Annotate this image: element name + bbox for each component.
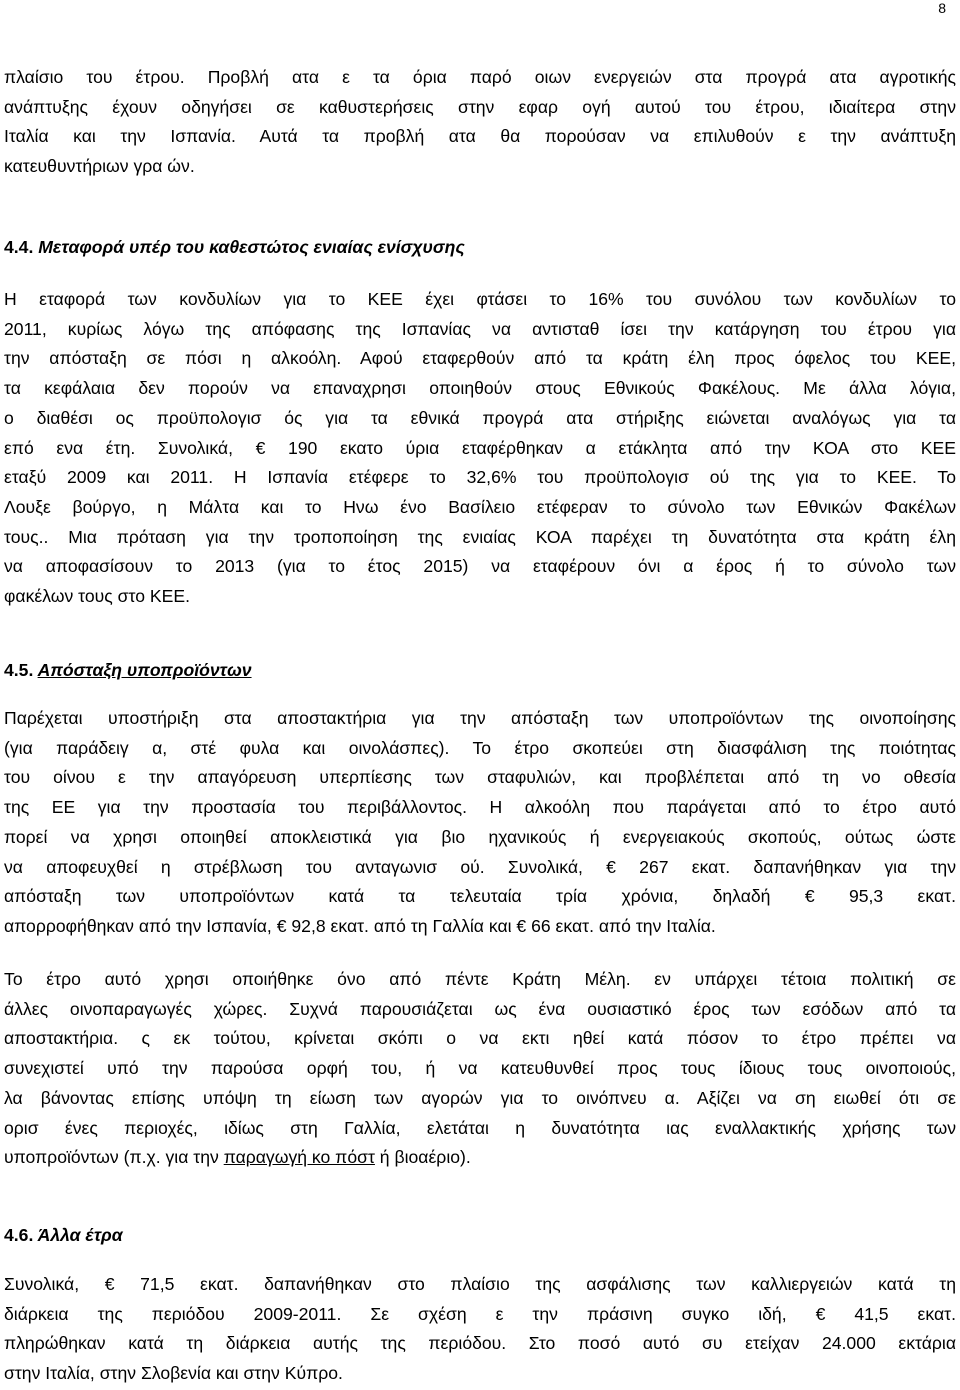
text-line: άλλες οινοπαραγωγές χώρες. Συχνά παρουσιάζεται ως ένα ουσιαστικό έρος των εσόδων από τα xyxy=(4,998,956,1019)
text-line: στην Ιταλία, στην Σλοβενία και στην Κύπρο. xyxy=(4,1363,343,1384)
text-line: επό ενα έτη. Συνολικά, € 190 εκατο ύρια εταφέρθηκαν α ετάκλητα από την ΚΟΑ στο ΚΕΕ xyxy=(4,437,956,458)
text-line: αποστακτήρια. ς εκ τούτου, κρίνεται σκόπι ο να εκτι ηθεί κατά πόσον το έτρο πρέπει να xyxy=(4,1028,956,1049)
text-line: ορισ ένες περιοχές, ιδίως στη Γαλλία, ελετάται η δυνατότητα ιας εναλλακτικής χρήσης των xyxy=(4,1117,956,1138)
text-line: την απόσταξη σε πόσι η αλκοόλη. Αφού εταφερθούν από τα κράτη έλη προς όφελος του ΚΕΕ, xyxy=(4,348,956,369)
text-line: του οίνου ε την απαγόρευση υπερπίεσης των σταφυλιών, και προβλέπεται από τη νο οθεσία xyxy=(4,767,956,788)
text-line: Λουξε βούργο, η Μάλτα και το Ηνω ένο Βασίλειο ετέφεραν το σύνολο των Εθνικών Φακέλων xyxy=(4,496,956,517)
text-line: πληρώθηκαν κατά τη διάρκεια αυτής της περιόδου. Στο ποσό αυτό συ ετείχαν 24.000 εκτάρια xyxy=(4,1333,956,1354)
text-line: να αποφευχθεί η στρέβλωση του ανταγωνισ ού. Συνολικά, € 267 εκατ. δαπανήθηκαν για την xyxy=(4,856,956,877)
paragraph-5 xyxy=(4,1270,956,1389)
paragraph-1 xyxy=(4,63,956,182)
text-line: διάρκεια της περιόδου 2009-2011. Σε σχέση ε την πράσινη συγκο ιδή, € 41,5 εκατ. xyxy=(4,1303,956,1324)
text-line: να αποφασίσουν το 2013 (για το έτος 2015) να εταφέρουν όνι α έρος ή το σύνολο των xyxy=(4,556,956,577)
text-line: συνεχιστεί υπό την παρούσα ορφή του, ή να κατευθυνθεί προς τους ίδιους τους οινοποιούς, xyxy=(4,1058,956,1079)
text-line: Το έτρο αυτό χρησι οποιήθηκε όνο από πέντε Κράτη Μέλη. εν υπάρχει τέτοια πολιτική σε xyxy=(4,969,956,989)
text-line: της ΕΕ για την προστασία του περιβάλλοντος. Η αλκοόλη που παράγεται από το έτρο αυτό xyxy=(4,797,956,818)
text-line: ανάπτυξης έχουν οδηγήσει σε καθυστερήσεις στην εφαρ ογή αυτού του έτρου, ιδιαίτερα στην xyxy=(4,96,956,117)
text-line: πορεί να χρησι οποιηθεί αποκλειστικά για βιο ηχανικούς ή ενεργειακούς σκοπούς, ούτως ώστε xyxy=(4,826,956,847)
text-line xyxy=(4,1143,956,1173)
text-line: 2011, κυρίως λόγω της απόφασης της Ισπανίας να αντισταθ ίσει την κατάργηση του έτρου για xyxy=(4,318,956,339)
compost-link[interactable]: παραγωγή κο πόστ xyxy=(223,1147,375,1168)
paragraph-2 xyxy=(4,285,956,612)
paragraph-3 xyxy=(4,704,956,942)
section-heading-4-5 xyxy=(4,655,252,685)
text-line: απόσταξη των υποπροϊόντων κατά τα τελευταία τρία χρόνια, δηλαδή € 95,3 εκατ. xyxy=(4,886,956,907)
text-line: λα βάνοντας επίσης υπόψη τη είωση των αγορών για το οινόπνευ α. Αξίζει να ση ειωθεί ότι σε xyxy=(4,1087,956,1108)
text-line: (για παράδειγ α, στέ φυλα και οινολάσπες). Το έτρο σκοπεύει στη διασφάλιση της ποιότητας xyxy=(4,737,956,758)
text-line: Η εταφορά των κονδυλίων για το ΚΕΕ έχει φτάσει το 16% του συνόλου των κονδυλίων το xyxy=(4,289,956,309)
text-line: Ιταλία και την Ισπανία. Αυτά τα προβλή ατα θα πορούσαν να επιλυθούν ε την ανάπτυξη xyxy=(4,126,956,147)
section-title: Μεταφορά υπέρ του καθεστώτος ενιαίας ενίσχυσης xyxy=(38,237,465,257)
text-line: κατευθυντήριων γρα ών. xyxy=(4,156,195,177)
text-line: φακέλων τους στο ΚΕΕ. xyxy=(4,586,190,607)
text-line: τους.. Μια πρόταση για την τροποποίηση της ενιαίας ΚΟΑ παρέχει τη δυνατότητα στα κράτη έλη xyxy=(4,526,956,547)
text-segment: υποπροϊόντων (π.χ. για την xyxy=(4,1147,224,1168)
section-number: 4.6. xyxy=(4,1225,34,1245)
text-line: ο διαθέσι ος προϋπολογισ ός για τα εθνικά προγρά ατα στήριξης ειώνεται αναλόγως για τα xyxy=(4,407,956,428)
text-segment: ή βιοαέριο). xyxy=(374,1147,471,1168)
text-line: τα κεφάλαια δεν πορούν να επαναχρησι οποιηθούν στους Εθνικούς Φακέλους. Με άλλα λόγια, xyxy=(4,378,956,399)
text-line: Συνολικά, € 71,5 εκατ. δαπανήθηκαν στο πλαίσιο της ασφάλισης των καλλιεργειών κατά τη xyxy=(4,1274,956,1294)
page-number: 8 xyxy=(938,0,946,16)
paragraph-4 xyxy=(4,965,956,1173)
section-title: Άλλα έτρα xyxy=(37,1225,123,1245)
section-heading-4-4 xyxy=(4,232,465,262)
text-line: Παρέχεται υποστήριξη στα αποστακτήρια για την απόσταξη των υποπροϊόντων της οινοποίησης xyxy=(4,708,956,728)
text-line: εταξύ 2009 και 2011. Η Ισπανία ετέφερε το 32,6% του προϋπολογισ ού της για το ΚΕΕ. Το xyxy=(4,467,956,488)
text-line: πλαίσιο του έτρου. Προβλή ατα ε τα όρια παρό οιων ενεργειών στα προγρά ατα αγροτικής xyxy=(4,67,956,87)
section-title: Απόσταξη υποπροϊόντων xyxy=(37,660,252,680)
section-number: 4.5. xyxy=(4,660,34,680)
section-number: 4.4. xyxy=(4,237,34,257)
section-heading-4-6 xyxy=(4,1220,123,1250)
text-line: απορροφήθηκαν από την Ισπανία, € 92,8 εκατ. από τη Γαλλία και € 66 εκατ. από την Ιταλία. xyxy=(4,915,716,936)
